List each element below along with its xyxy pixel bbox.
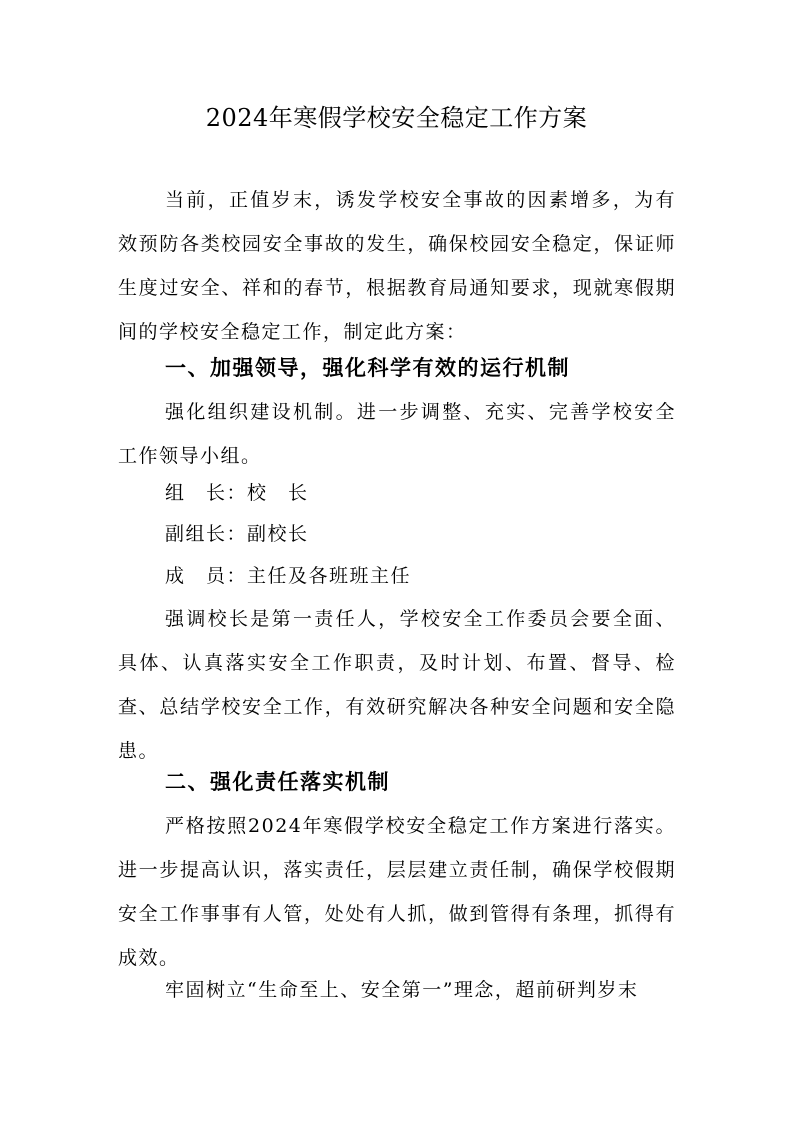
- intro-paragraph: 当前，正值岁末，诱发学校安全事故的因素增多，为有效预防各类校园安全事故的发生，确保校园安全稳定，保证师生度过安全、祥和的春节，根据教育局通知要求，现就寒假期间的学校安全稳定工作，制定此方案：: [118, 189, 676, 343]
- vice-leader-line: 副组长：副校长: [165, 523, 309, 545]
- section-1-paragraph-1: 强化组织建设机制。进一步调整、充实、完善学校安全工作领导小组。: [118, 401, 676, 467]
- section-1-heading: 一、加强领导，强化科学有效的运行机制: [165, 356, 570, 380]
- section-2-heading: 二、强化责任落实机制: [165, 770, 390, 794]
- section-2-paragraph-2: 牢固树立“生命至上、安全第一”理念，超前研判岁末: [165, 979, 639, 1001]
- group-leader-line: 组 长：校 长: [165, 482, 309, 504]
- members-line: 成 员：主任及各班班主任: [165, 565, 412, 587]
- section-1-paragraph-2: 强调校长是第一责任人，学校安全工作委员会要全面、具体、认真落实安全工作职责，及时计划、布置、督导、检查、总结学校安全工作，有效研究解决各种安全问题和安全隐患。: [118, 608, 676, 762]
- section-2-paragraph-1: 严格按照2024年寒假学校安全稳定工作方案进行落实。进一步提高认识，落实责任，层层建立责任制，确保学校假期安全工作事事有人管，处处有人抓，做到管得有条理，抓得有成效。: [118, 815, 676, 969]
- document-title: 2024年寒假学校安全稳定工作方案: [205, 104, 588, 132]
